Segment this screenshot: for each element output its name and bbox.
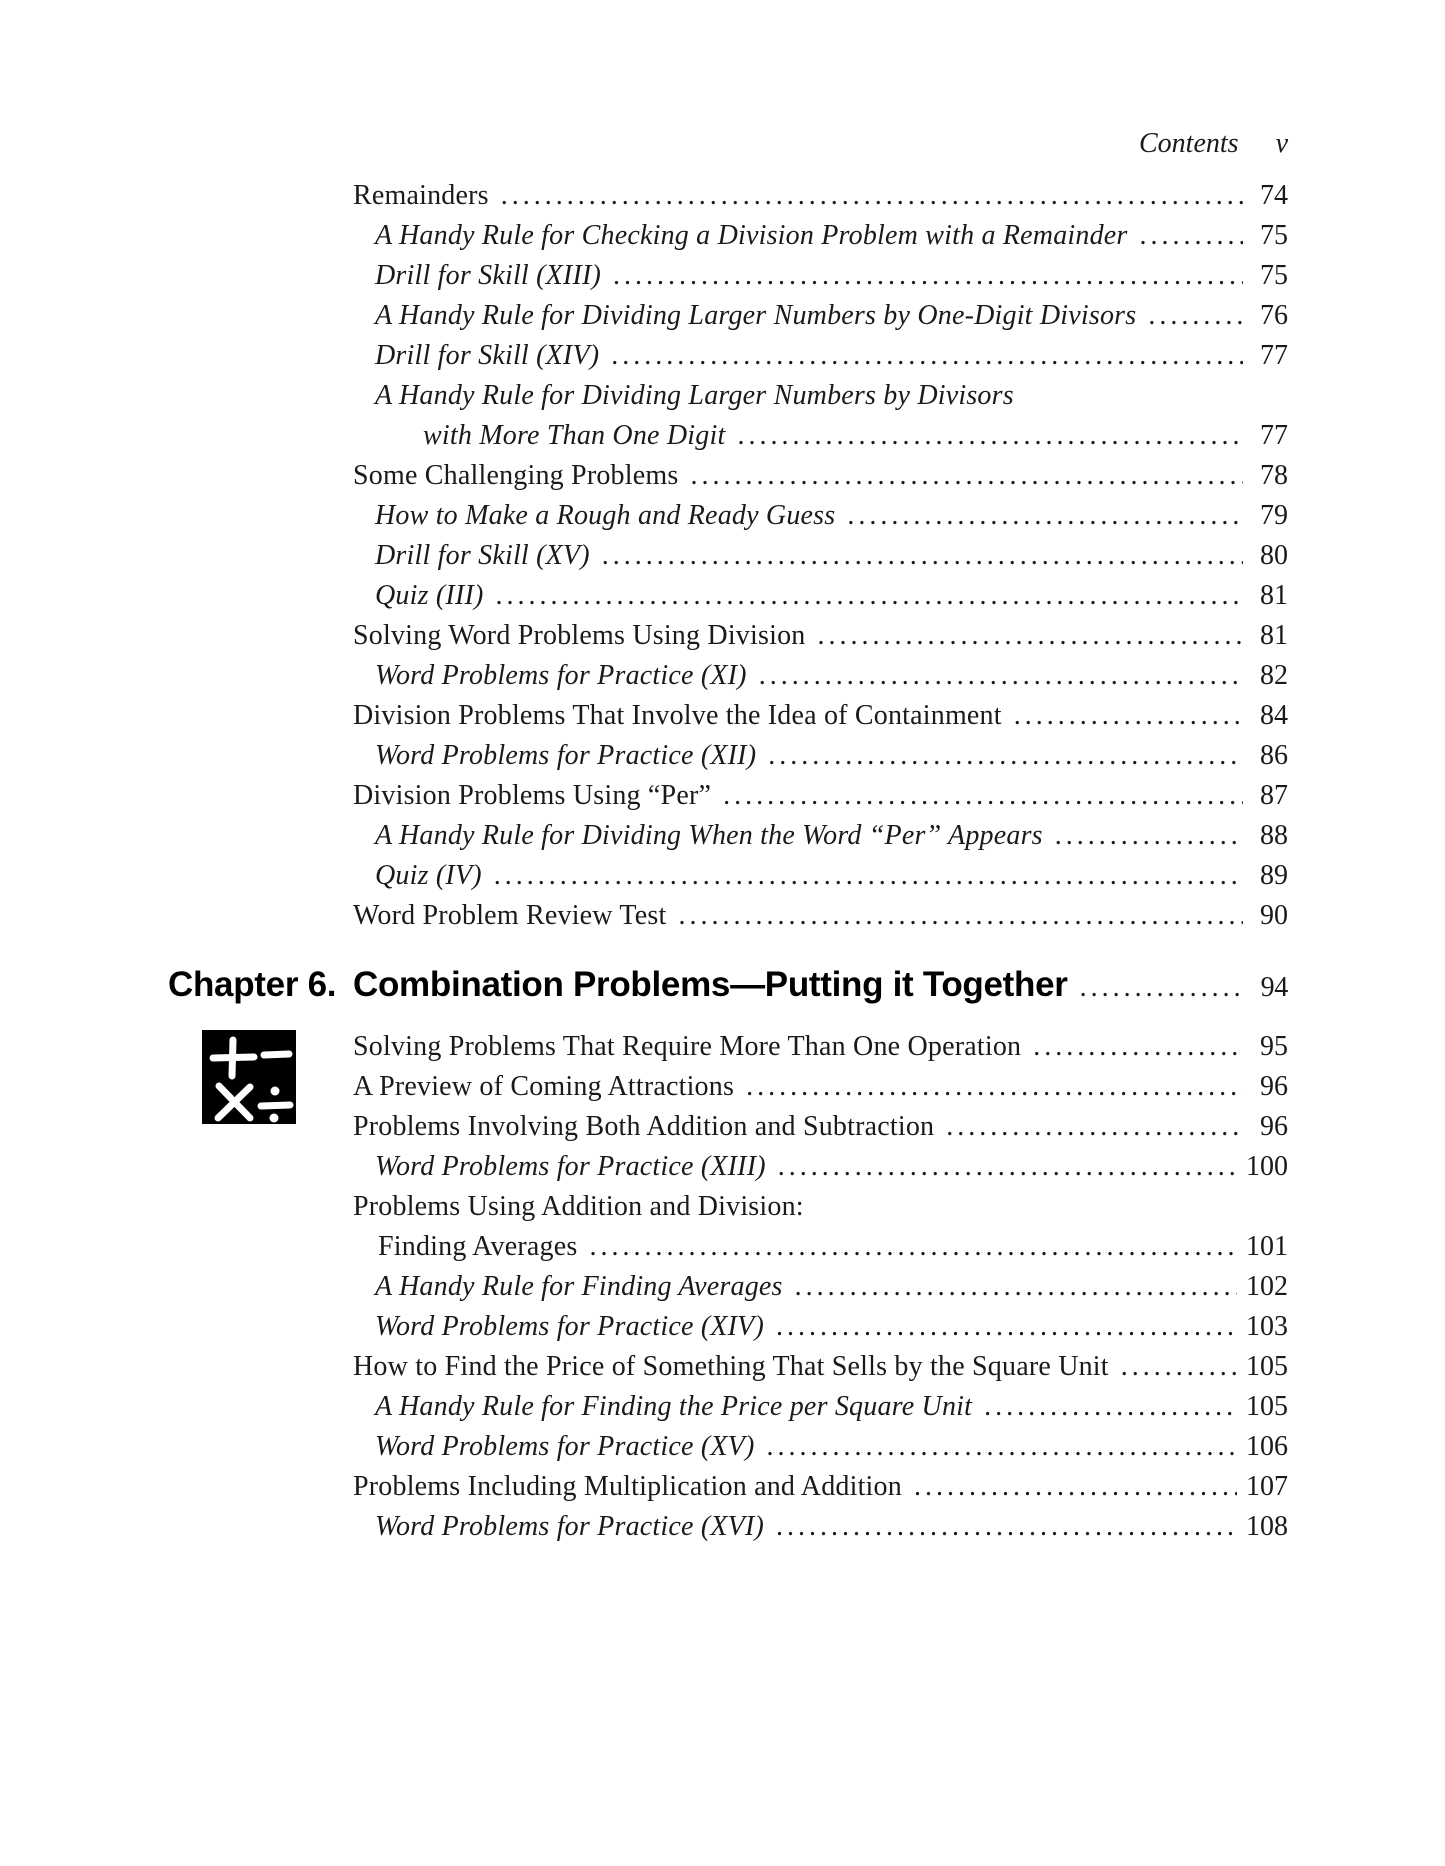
toc-entry-label: A Handy Rule for Finding Averages xyxy=(375,1271,783,1302)
dotted-leader xyxy=(766,1427,1237,1467)
toc-entry-page-number: 90 xyxy=(1260,900,1288,931)
dotted-leader xyxy=(1080,965,1243,1011)
toc-entry-page-number: 84 xyxy=(1260,700,1288,731)
toc-section-division xyxy=(353,176,1288,936)
dotted-leader xyxy=(1140,216,1243,256)
toc-entry-label: Drill for Skill (XV) xyxy=(375,540,590,571)
toc-entry-page-number: 79 xyxy=(1260,500,1288,531)
toc-entry-page-number: 76 xyxy=(1260,300,1288,331)
toc-entry-page-number: 103 xyxy=(1246,1311,1288,1342)
toc-entry-label: A Preview of Coming Attractions xyxy=(353,1071,735,1102)
toc-entry-label: Problems Involving Both Addition and Subtraction xyxy=(353,1111,935,1142)
toc-entry xyxy=(353,776,1288,816)
toc-entry-page-number: 88 xyxy=(1260,820,1288,851)
dotted-leader xyxy=(690,456,1243,496)
toc-entry xyxy=(353,1027,1288,1067)
toc-entry xyxy=(353,1387,1288,1427)
toc-entry xyxy=(353,456,1288,496)
toc-entry xyxy=(353,856,1288,896)
toc-entry xyxy=(353,1427,1288,1467)
dotted-leader xyxy=(746,1067,1243,1107)
chapter-number-label: Chapter 6. xyxy=(168,965,337,1004)
dotted-leader xyxy=(737,416,1243,456)
toc-entry-label: Drill for Skill (XIII) xyxy=(375,260,602,291)
dotted-leader xyxy=(946,1107,1243,1147)
toc-entry xyxy=(353,536,1288,576)
math-operations-icon xyxy=(202,1030,296,1124)
toc-entry-label: Word Problem Review Test xyxy=(353,900,667,931)
toc-entry xyxy=(353,896,1288,936)
toc-entry-label: Solving Word Problems Using Division xyxy=(353,620,806,651)
toc-entry-page-number: 82 xyxy=(1260,660,1288,691)
running-header-page-number: v xyxy=(1275,128,1288,159)
toc-entry-page-number: 75 xyxy=(1260,260,1288,291)
toc-entry-label: A Handy Rule for Checking a Division Problem with a Remainder xyxy=(375,220,1128,251)
toc-entry-label: Word Problems for Practice (XI) xyxy=(375,660,747,691)
dotted-leader xyxy=(776,1307,1237,1347)
toc-entry-label: Problems Including Multiplication and Addition xyxy=(353,1471,902,1502)
toc-entry-page-number: 107 xyxy=(1246,1471,1288,1502)
toc-entry xyxy=(353,1147,1288,1187)
toc-entry-label: Word Problems for Practice (XIV) xyxy=(375,1311,764,1342)
toc-entry xyxy=(353,1227,1288,1267)
dotted-leader xyxy=(795,1267,1237,1307)
toc-entry-label: Remainders xyxy=(353,180,489,211)
dotted-leader xyxy=(984,1387,1237,1427)
toc-entry-page-number: 100 xyxy=(1246,1151,1288,1182)
toc-entry-page-number: 87 xyxy=(1260,780,1288,811)
toc-entry-label: How to Make a Rough and Ready Guess xyxy=(375,500,836,531)
chapter-heading xyxy=(168,962,1288,1011)
dotted-leader xyxy=(914,1467,1237,1507)
toc-entry-label: Word Problems for Practice (XII) xyxy=(375,740,757,771)
toc-entry-label: Solving Problems That Require More Than One Operation xyxy=(353,1031,1022,1062)
toc-entry-label: Word Problems for Practice (XIII) xyxy=(375,1151,766,1182)
toc-entry-label: Division Problems That Involve the Idea of Containment xyxy=(353,700,1002,731)
toc-entry xyxy=(353,696,1288,736)
toc-entry-page-number: 106 xyxy=(1246,1431,1288,1462)
toc-entry-label: A Handy Rule for Dividing When the Word “Per” Appears xyxy=(375,820,1043,851)
toc-entry-page-number: 105 xyxy=(1246,1351,1288,1382)
toc-entry-page-number: 96 xyxy=(1260,1071,1288,1102)
toc-entry xyxy=(353,336,1288,376)
dotted-leader xyxy=(678,896,1243,936)
toc-entry-page-number: 102 xyxy=(1246,1271,1288,1302)
toc-entry-page-number: 105 xyxy=(1246,1391,1288,1422)
dotted-leader xyxy=(602,536,1243,576)
toc-entry xyxy=(353,176,1288,216)
toc-entry-page-number: 81 xyxy=(1260,620,1288,651)
toc-entry xyxy=(353,296,1288,336)
toc-entry-label: Word Problems for Practice (XVI) xyxy=(375,1511,764,1542)
toc-entry xyxy=(353,1307,1288,1347)
toc-entry-label: Quiz (IV) xyxy=(375,860,482,891)
toc-entry-page-number: 81 xyxy=(1260,580,1288,611)
dotted-leader xyxy=(776,1507,1237,1547)
toc-entry-label: Drill for Skill (XIV) xyxy=(375,340,600,371)
toc-entry-label: with More Than One Digit xyxy=(423,420,726,451)
running-header xyxy=(1139,127,1288,161)
dotted-leader xyxy=(496,576,1243,616)
toc-entry xyxy=(353,816,1288,856)
toc-entry-page-number: 96 xyxy=(1260,1111,1288,1142)
toc-entry-label: Some Challenging Problems xyxy=(353,460,679,491)
toc-entry-label: Quiz (III) xyxy=(375,580,484,611)
toc-entry xyxy=(353,1507,1288,1547)
toc-entry-page-number: 74 xyxy=(1260,180,1288,211)
dotted-leader xyxy=(501,176,1243,216)
dotted-leader xyxy=(817,616,1243,656)
toc-entry-page-number: 77 xyxy=(1260,340,1288,371)
dotted-leader xyxy=(768,736,1243,776)
dotted-leader xyxy=(589,1227,1237,1267)
toc-entry xyxy=(353,416,1288,456)
toc-entry xyxy=(353,496,1288,536)
chapter-page-number: 94 xyxy=(1260,972,1288,1003)
toc-entry-label: A Handy Rule for Dividing Larger Numbers by One-Digit Divisors xyxy=(375,300,1137,331)
toc-entry xyxy=(353,576,1288,616)
toc-entry-label: Word Problems for Practice (XV) xyxy=(375,1431,755,1462)
toc-entry-label: Problems Using Addition and Division: xyxy=(353,1191,804,1222)
toc-entry xyxy=(353,1067,1288,1107)
toc-entry-label: A Handy Rule for Dividing Larger Numbers by Divisors xyxy=(375,380,1014,411)
toc-entry xyxy=(353,1267,1288,1307)
dotted-leader xyxy=(613,256,1243,296)
running-header-title: Contents xyxy=(1139,128,1239,159)
toc-entry-label: How to Find the Price of Something That Sells by the Square Unit xyxy=(353,1351,1109,1382)
toc-entry xyxy=(353,376,1288,416)
toc-entry-page-number: 77 xyxy=(1260,420,1288,451)
dotted-leader xyxy=(778,1147,1237,1187)
toc-entry-page-number: 101 xyxy=(1246,1231,1288,1262)
toc-entry-page-number: 108 xyxy=(1246,1511,1288,1542)
dotted-leader xyxy=(1121,1347,1237,1387)
toc-entry-page-number: 95 xyxy=(1260,1031,1288,1062)
dotted-leader xyxy=(1033,1027,1243,1067)
dotted-leader xyxy=(1148,296,1243,336)
toc-entry-page-number: 75 xyxy=(1260,220,1288,251)
toc-entry xyxy=(353,616,1288,656)
dotted-leader xyxy=(611,336,1243,376)
dotted-leader xyxy=(723,776,1243,816)
toc-entry-page-number: 78 xyxy=(1260,460,1288,491)
dotted-leader xyxy=(1055,816,1243,856)
dotted-leader xyxy=(847,496,1243,536)
toc-entry xyxy=(353,1347,1288,1387)
toc-entry xyxy=(353,736,1288,776)
toc-entry xyxy=(353,216,1288,256)
toc-entry-label: Division Problems Using “Per” xyxy=(353,780,712,811)
toc-entry-label: A Handy Rule for Finding the Price per Square Unit xyxy=(375,1391,973,1422)
toc-entry-label: Finding Averages xyxy=(378,1231,578,1262)
toc-entry xyxy=(353,1107,1288,1147)
toc-entry xyxy=(353,1187,1288,1227)
dotted-leader xyxy=(1014,696,1243,736)
toc-entry-page-number: 86 xyxy=(1260,740,1288,771)
toc-entry xyxy=(353,256,1288,296)
toc-section-chapter6 xyxy=(353,1027,1288,1547)
dotted-leader xyxy=(759,656,1243,696)
toc-entry xyxy=(353,656,1288,696)
chapter-title: Combination Problems—Putting it Together xyxy=(353,965,1068,1004)
toc-entry xyxy=(353,1467,1288,1507)
toc-entry-page-number: 89 xyxy=(1260,860,1288,891)
dotted-leader xyxy=(494,856,1243,896)
toc-entry-page-number: 80 xyxy=(1260,540,1288,571)
